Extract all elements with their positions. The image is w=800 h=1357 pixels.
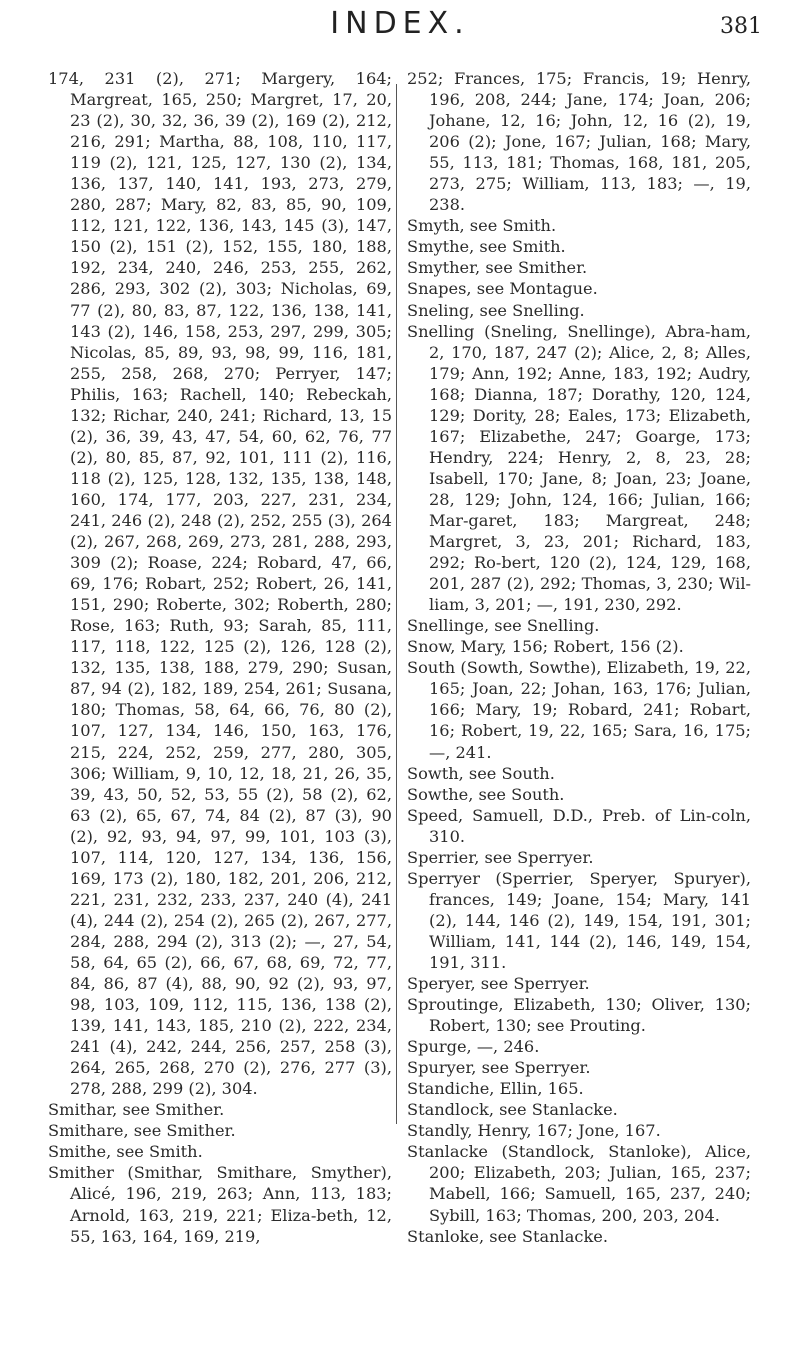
index-entry: Smithar, see Smither. [48,1100,225,1120]
index-entry: Snelling (Sneling, Snellinge), Abra-ham, 2, 170, 187, 247 (2); Alice, 2, 8; Alles, 179; Ann, 192; Anne, 183, 192; Audry, 168; Dianna, 187; Dorathy, 120, 124, 129; Dority, 28; Eales, 173; Elizabeth, 167; Elizabethe, 247; Goarge, 173; Hendry, 224; Henry, 2, 8, 23, 28; Isabell, 170; Jane, 8; Joan, 23; Joane, 28, 129; John, 124, 166; Julian, 166; Mar-garet, 183; Margreat, 248; Margret, 3, 23, 201; Richard, 183, 292; Ro-bert, 120 (2), 124, 129, 168, 201, 287 (2), 292; Thomas, 3, 230; Wil-liam, 3, 201; —, 191, 230, 292. [407,321,751,615]
index-entry: Smyth, see Smith. [407,216,557,236]
index-entry: Sowth, see South. [407,763,555,783]
index-entry: Speed, Samuell, D.D., Preb. of Lin-coln, 310. [407,805,751,846]
index-entry: Spuryer, see Sperryer. [407,1058,591,1078]
index-entry: Sperrier, see Sperryer. [407,847,594,867]
right-column [407,68,751,1247]
running-title: INDEX. [330,6,470,41]
column-divider [396,84,397,1124]
index-entry: Stanloke, see Stanlacke. [407,1226,608,1246]
index-entry: Snow, Mary, 156; Robert, 156 (2). [407,637,684,657]
index-entry: Sowthe, see South. [407,784,565,804]
index-entry: Smither (Smithar, Smithare, Smyther), Alicé, 196, 219, 263; Ann, 113, 183; Arnold, 163, 219, 221; Eliza-beth, 12, 55, 163, 164, 169, 219, [48,1163,392,1246]
index-entry: South (Sowth, Sowthe), Elizabeth, 19, 22, 165; Joan, 22; Johan, 163, 176; Julian, 166; Mary, 19; Robard, 241; Robart, 16; Robert, 19, 22, 165; Sara, 16, 175; —, 241. [407,658,751,762]
index-entry: Smythe, see Smith. [407,237,566,257]
index-entry: Standly, Henry, 167; Jone, 167. [407,1121,661,1141]
index-entry: Snellinge, see Snelling. [407,616,600,636]
index-entry: Smithare, see Smither. [48,1121,236,1141]
index-entry: 174, 231 (2), 271; Margery, 164; Margreat, 165, 250; Margret, 17, 20, 23 (2), 30, 32, 36, 39 (2), 169 (2), 212, 216, 291; Martha, 88, 108, 110, 117, 119 (2), 121, 125, 127, 130 (2), 134, 136, 137, 140, 141, 193, 273, 279, 280, 287; Mary, 82, 83, 85, 90, 109, 112, 121, 122, 136, 143, 145 (3), 147, 150 (2), 151 (2), 152, 155, 180, 188, 192, 234, 240, 246, 253, 255, 262, 286, 293, 302 (2), 303; Nicholas, 69, 77 (2), 80, 83, 87, 122, 136, 138, 141, 143 (2), 146, 158, 253, 297, 299, 305; Nicolas, 85, 89, 93, 98, 99, 116, 181, 255, 258, 268, 270; Perryer, 147; Philis, 163; Rachell, 140; Rebeckah, 132; Richar, 240, 241; Richard, 13, 15 (2), 36, 39, 43, 47, 54, 60, 62, 76, 77 (2), 80, 85, 87, 92, 101, 111 (2), 116, 118 (2), 125, 128, 132, 135, 138, 148, 160, 174, 177, 203, 227, 231, 234, 241, 246 (2), 248 (2), 252, 255 (3), 264 (2), 267, 268, 269, 273, 281, 288, 293, 309 (2); Roase, 224; Robard, 47, 66, 69, 176; Robart, 252; Robert, 26, 141, 151, 290; Roberte, 302; Roberth, 280; Rose, 163; Ruth, 93; Sarah, 85, 111, 117, 118, 122, 125 (2), 126, 128 (2), 132, 135, 138, 188, 279, 290; Susan, 87, 94 (2), 182, 189, 254, 261; Susana, 180; Thomas, 58, 64, 66, 76, 80 (2), 107, 127, 134, 146, 150, 163, 176, 215, 224, 252, 259, 277, 280, 305, 306; William, 9, 10, 12, 18, 21, 26, 35, 39, 43, 50, 52, 53, 55 (2), 58 (2), 62, 63 (2), 65, 67, 74, 84 (2), 87 (3), 90 (2), 92, 93, 94, 97, 99, 101, 103 (3), 107, 114, 120, 127, 134, 136, 156, 169, 173 (2), 180, 182, 201, 206, 212, 221, 231, 232, 233, 237, 240 (4), 241 (4), 244 (2), 254 (2), 265 (2), 267, 277, 284, 288, 294 (2), 313 (2); —, 27, 54, 58, 64, 65 (2), 66, 67, 68, 69, 72, 77, 84, 86, 87 (4), 88, 90, 92 (2), 93, 97, 98, 103, 109, 112, 115, 136, 138 (2), 139, 141, 143, 185, 210 (2), 222, 234, 241 (4), 242, 244, 256, 257, 258 (3), 264, 265, 268, 270 (2), 276, 277 (3), 278, 288, 299 (2), 304. [48,69,392,1099]
index-entry: 252; Frances, 175; Francis, 19; Henry, 196, 208, 244; Jane, 174; Joan, 206; Johane, 12, 16; John, 12, 16 (2), 19, 206 (2); Jone, 167; Julian, 168; Mary, 55, 113, 181; Thomas, 168, 181, 205, 273, 275; William, 113, 183; —, 19, 238. [407,69,751,215]
index-entry: Stanlacke (Standlock, Stanloke), Alice, 200; Elizabeth, 203; Julian, 165, 237; Mabell, 166; Samuell, 165, 237, 240; Sybill, 163; Thomas, 200, 203, 204. [407,1142,751,1225]
index-entry: Smithe, see Smith. [48,1142,203,1162]
index-entry: Sproutinge, Elizabeth, 130; Oliver, 130; Robert, 130; see Prouting. [407,995,751,1036]
index-entry: Speryer, see Sperryer. [407,974,590,994]
index-entry: Spurge, —, 246. [407,1037,540,1057]
page-number: 381 [720,14,762,39]
index-entry: Standiche, Ellin, 165. [407,1079,584,1099]
index-entry: Snapes, see Montague. [407,279,598,299]
index-entry: Smyther, see Smither. [407,258,588,278]
index-entry: Standlock, see Stanlacke. [407,1100,618,1120]
index-entry: Sperryer (Sperrier, Speryer, Spuryer), frances, 149; Joane, 154; Mary, 141 (2), 144, 146 (2), 149, 154, 191, 301; William, 141, 144 (2), 146, 149, 154, 191, 311. [407,868,751,972]
left-column [48,68,392,1247]
index-entry: Sneling, see Snelling. [407,300,585,320]
